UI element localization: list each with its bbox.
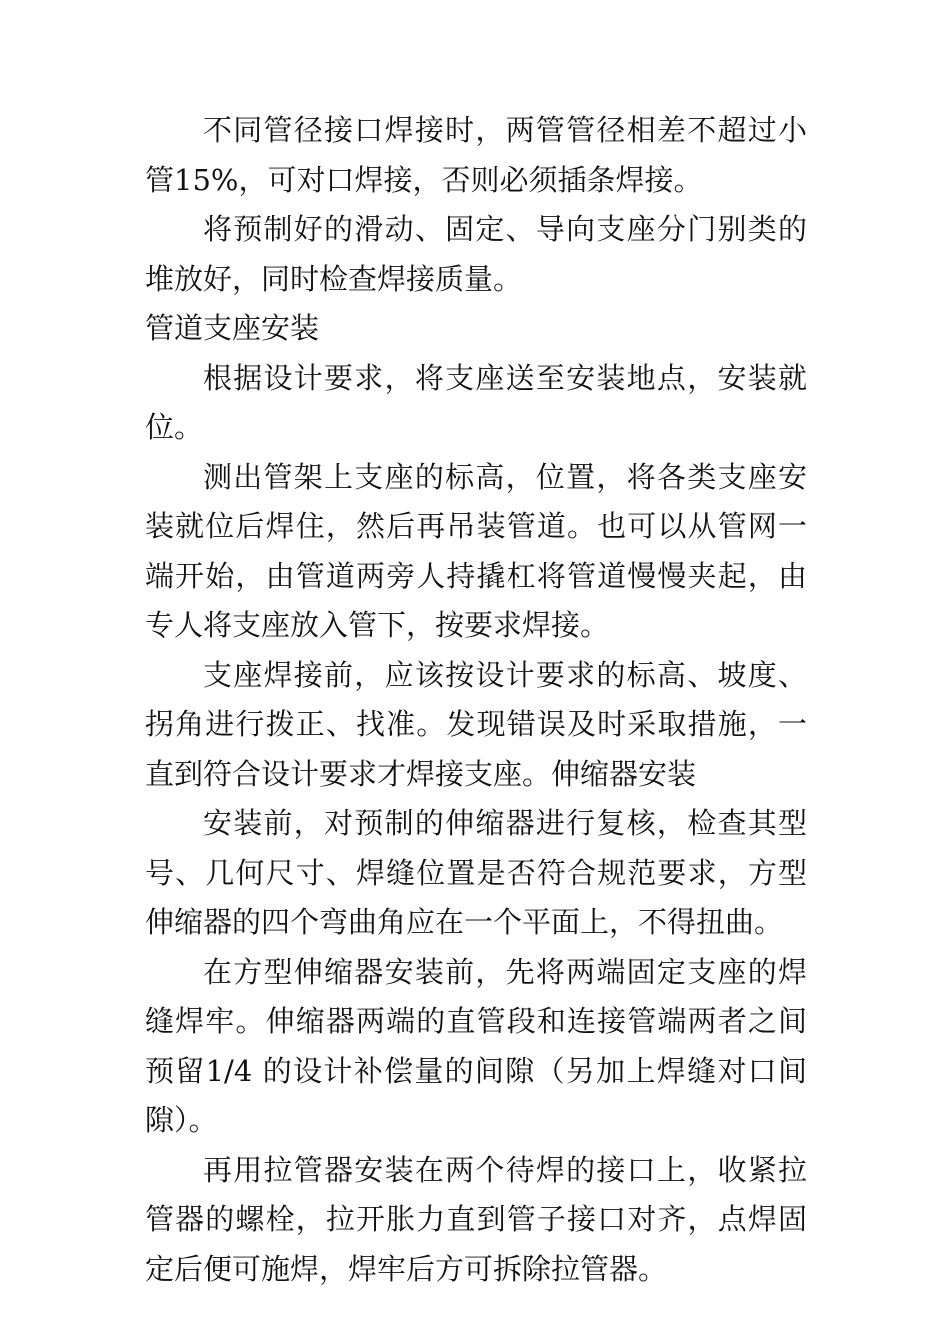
paragraph-prefab-supports: 将预制好的滑动、固定、导向支座分门别类的堆放好，同时检查焊接质量。 [145,212,807,296]
paragraph-support-placement: 根据设计要求，将支座送至安装地点，安装就位。 [145,360,807,444]
paragraph-expansion-joint-check: 安装前，对预制的伸缩器进行复核，检查其型号、几何尺寸、焊缝位置是否符合规范要求，方型伸缩器的四个弯曲角应在一个平面上，不得扭曲。 [145,806,807,939]
section-heading-pipe-support-installation: 管道支座安装 [145,311,320,345]
paragraph-support-elevation: 测出管架上支座的标高，位置，将各类支座安装就位后焊住，然后再吊装管道。也可以从管网一端开始，由管道两旁人持撬杠将管道慢慢夹起，由专人将支座放入管下，按要求焊接。 [145,459,807,642]
paragraph-support-welding-check: 支座焊接前，应该按设计要求的标高、坡度、拐角进行拨正、找准。发现错误及时采取措施，一直到符合设计要求才焊接支座。伸缩器安装 [145,657,807,791]
paragraph-pipe-diameter-welding: 不同管径接口焊接时，两管管径相差不超过小管15%，可对口焊接，否则必须插条焊接。 [145,113,807,197]
paragraph-expansion-joint-gap: 在方型伸缩器安装前，先将两端固定支座的焊缝焊牢。伸缩器两端的直管段和连接管端两者之间预留1/4 的设计补偿量的间隙（另加上焊缝对口间隙）。 [145,954,807,1137]
paragraph-pipe-puller: 再用拉管器安装在两个待焊的接口上，收紧拉管器的螺栓，拉开胀力直到管子接口对齐，点焊固定后便可施焊，焊牢后方可拆除拉管器。 [145,1152,807,1286]
document-body [145,106,807,1294]
